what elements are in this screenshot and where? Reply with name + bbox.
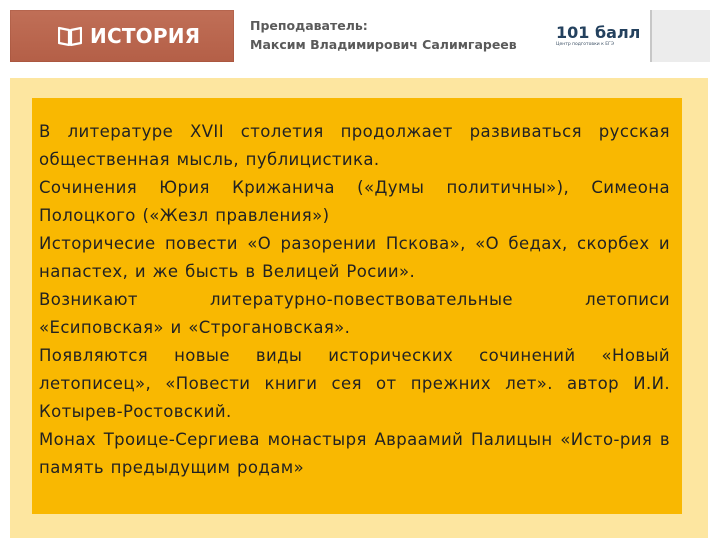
- paragraph: В литературе XVII столетия продолжает развиваться русская общественная мысль, публицистика.: [39, 122, 670, 169]
- teacher-label: Преподаватель:: [250, 18, 368, 33]
- paragraph: Монах Троице-Сергиева монастыря Авраамий Палицын «Исто-рия в память предыдущим родам»: [39, 430, 670, 477]
- paragraph: Возникают литературно-повествовательные летописи «Есиповская» и «Строгановская».: [39, 290, 670, 337]
- subject-title: ИСТОРИЯ: [90, 24, 201, 48]
- content-panel: [32, 98, 682, 514]
- logo-title: 101 балл: [556, 23, 641, 42]
- header-side-block: [650, 10, 710, 62]
- teacher-name: Максим Владимирович Салимгареев: [250, 37, 517, 52]
- paragraph: Сочинения Юрия Крижанича («Думы политичны»), Симеона Полоцкого («Жезл правления»): [39, 178, 670, 225]
- open-book-icon: [58, 26, 82, 46]
- teacher-info: [250, 16, 517, 54]
- subject-banner: [10, 10, 234, 62]
- paragraph: Появляются новые виды исторических сочинений «Новый летописец», «Повести книги сея от прежних лет». автор И.И. Котырев-Ростовский.: [39, 346, 670, 421]
- school-logo: [556, 23, 641, 48]
- logo-tagline: Центр подготовки к ЕГЭ: [556, 42, 615, 47]
- paragraph: Историчесие повести «О разорении Пскова», «О бедах, скорбех и напастех, и же бысть в Велицей Росии».: [39, 234, 670, 281]
- header: [0, 0, 720, 68]
